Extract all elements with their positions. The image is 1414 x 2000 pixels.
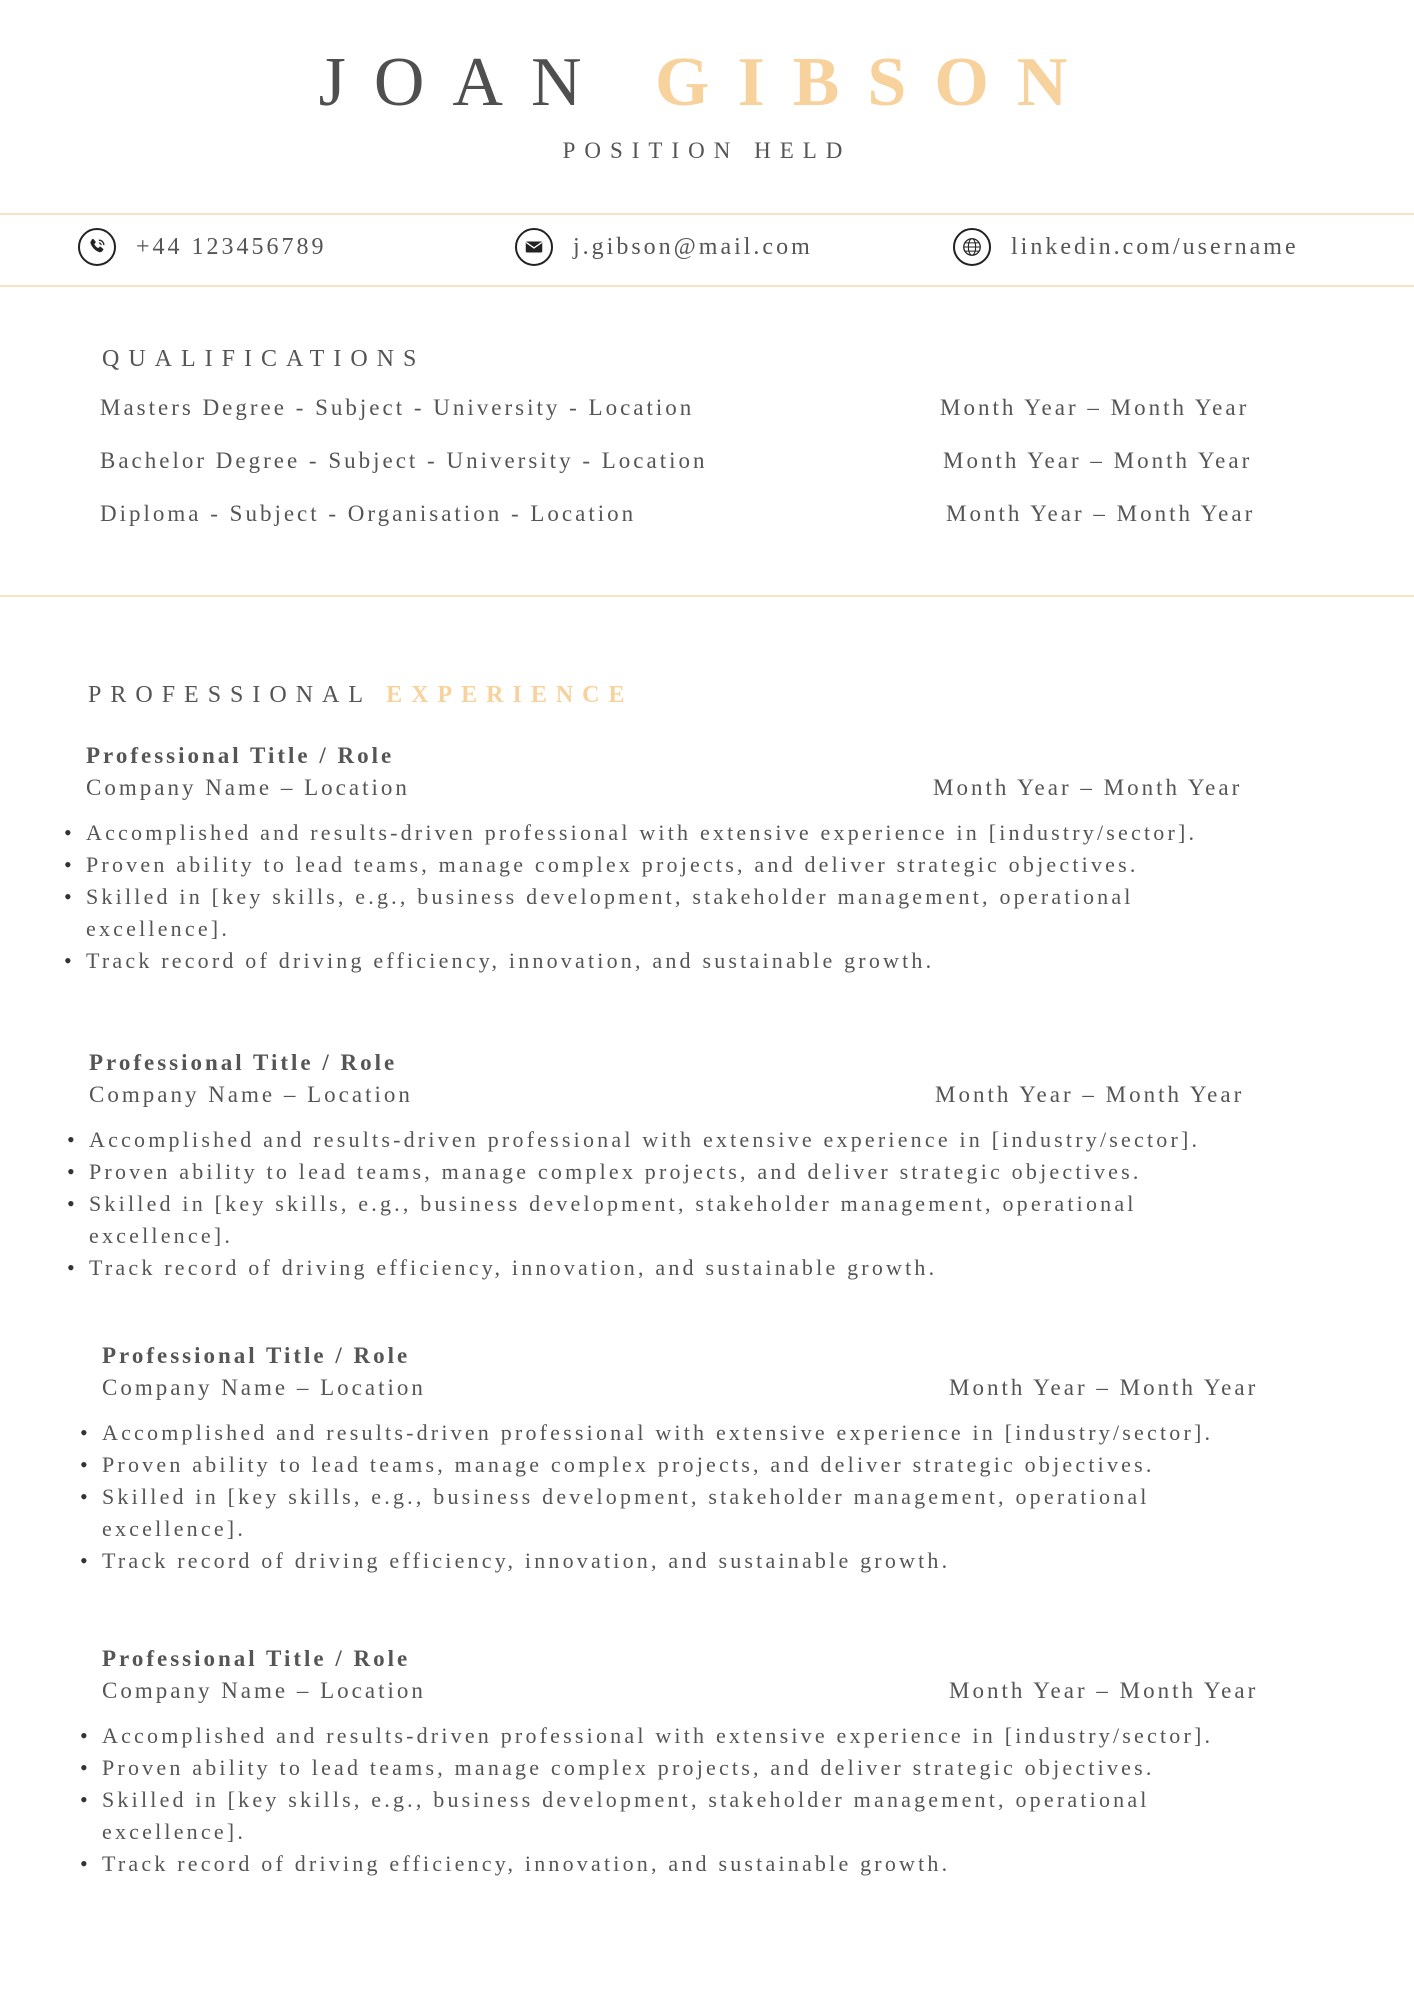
list-item: • Proven ability to lead teams, manage complex projects, and deliver strategic objectives. — [89, 1156, 1349, 1188]
job-entry — [86, 741, 1386, 977]
job-entry — [102, 1341, 1402, 1577]
job-entry — [89, 1048, 1389, 1284]
experience-heading — [88, 682, 634, 709]
job-company: Company Name – Location — [89, 1082, 413, 1107]
list-item: • Accomplished and results-driven professional with extensive experience in [industry/sector]. — [102, 1417, 1362, 1449]
phone-number: +44 123456789 — [136, 233, 327, 260]
job-bullets — [102, 1720, 1362, 1880]
job-company-line — [86, 771, 1386, 805]
qualification-text: Masters Degree - Subject - University - Location — [100, 395, 695, 420]
last-name: GIBSON — [655, 44, 1096, 121]
qualification-dates: Month Year – Month Year — [940, 395, 1250, 420]
job-company-line — [102, 1674, 1402, 1708]
job-company: Company Name – Location — [102, 1375, 426, 1400]
job-bullets — [89, 1124, 1349, 1284]
experience-heading-part2: EXPERIENCE — [386, 682, 634, 708]
job-dates: Month Year – Month Year — [949, 1375, 1259, 1400]
position-held: POSITION HELD — [562, 138, 852, 163]
job-company-line — [102, 1371, 1402, 1405]
job-title: Professional Title / Role — [102, 1646, 411, 1671]
divider-qualifications — [0, 595, 1414, 597]
qualification-dates: Month Year – Month Year — [946, 501, 1256, 526]
job-company-line — [89, 1078, 1389, 1112]
mail-icon — [515, 228, 553, 266]
divider-top — [0, 213, 1414, 215]
contact-phone — [78, 222, 327, 272]
qualifications-heading: QUALIFICATIONS — [102, 346, 426, 372]
list-item: • Track record of driving efficiency, innovation, and sustainable growth. — [102, 1545, 1362, 1577]
linkedin-url: linkedin.com/username — [1011, 233, 1299, 260]
job-title: Professional Title / Role — [102, 1343, 411, 1368]
list-item: • Track record of driving efficiency, innovation, and sustainable growth. — [89, 1252, 1349, 1284]
qualification-row — [100, 448, 1300, 488]
email-address: j.gibson@mail.com — [573, 233, 813, 260]
list-item: • Accomplished and results-driven professional with extensive experience in [industry/sector]. — [102, 1720, 1362, 1752]
list-item: • Proven ability to lead teams, manage complex projects, and deliver strategic objectives. — [86, 849, 1346, 881]
job-company: Company Name – Location — [102, 1678, 426, 1703]
job-dates: Month Year – Month Year — [949, 1678, 1259, 1703]
list-item: • Track record of driving efficiency, innovation, and sustainable growth. — [86, 945, 1346, 977]
list-item: • Accomplished and results-driven professional with extensive experience in [industry/sector]. — [86, 817, 1346, 849]
list-item: • Skilled in [key skills, e.g., business development, stakeholder management, operational excellence]. — [86, 881, 1286, 945]
qualification-row — [100, 395, 1300, 435]
qualification-text: Diploma - Subject - Organisation - Location — [100, 501, 637, 526]
job-title: Professional Title / Role — [86, 743, 395, 768]
qualification-text: Bachelor Degree - Subject - University - Location — [100, 448, 708, 473]
candidate-name — [0, 38, 1414, 128]
list-item: • Skilled in [key skills, e.g., business development, stakeholder management, operational excellence]. — [89, 1188, 1289, 1252]
job-bullets — [86, 817, 1346, 977]
job-dates: Month Year – Month Year — [935, 1082, 1245, 1107]
qualification-row — [100, 501, 1300, 541]
globe-icon — [953, 228, 991, 266]
job-entry — [102, 1644, 1402, 1880]
contact-linkedin — [953, 222, 1299, 272]
list-item: • Skilled in [key skills, e.g., business development, stakeholder management, operational excellence]. — [102, 1481, 1302, 1545]
list-item: • Track record of driving efficiency, innovation, and sustainable growth. — [102, 1848, 1362, 1880]
phone-icon — [78, 228, 116, 266]
list-item: • Skilled in [key skills, e.g., business development, stakeholder management, operational excellence]. — [102, 1784, 1302, 1848]
job-title: Professional Title / Role — [89, 1050, 398, 1075]
qualification-dates: Month Year – Month Year — [943, 448, 1253, 473]
job-company: Company Name – Location — [86, 775, 410, 800]
experience-heading-part1: PROFESSIONAL — [88, 682, 372, 708]
contact-email — [515, 222, 813, 272]
divider-contact-bottom — [0, 285, 1414, 287]
job-dates: Month Year – Month Year — [933, 775, 1243, 800]
first-name: JOAN — [318, 44, 610, 121]
list-item: • Proven ability to lead teams, manage complex projects, and deliver strategic objectives. — [102, 1752, 1362, 1784]
list-item: • Accomplished and results-driven professional with extensive experience in [industry/sector]. — [89, 1124, 1349, 1156]
job-bullets — [102, 1417, 1362, 1577]
list-item: • Proven ability to lead teams, manage complex projects, and deliver strategic objectives. — [102, 1449, 1362, 1481]
